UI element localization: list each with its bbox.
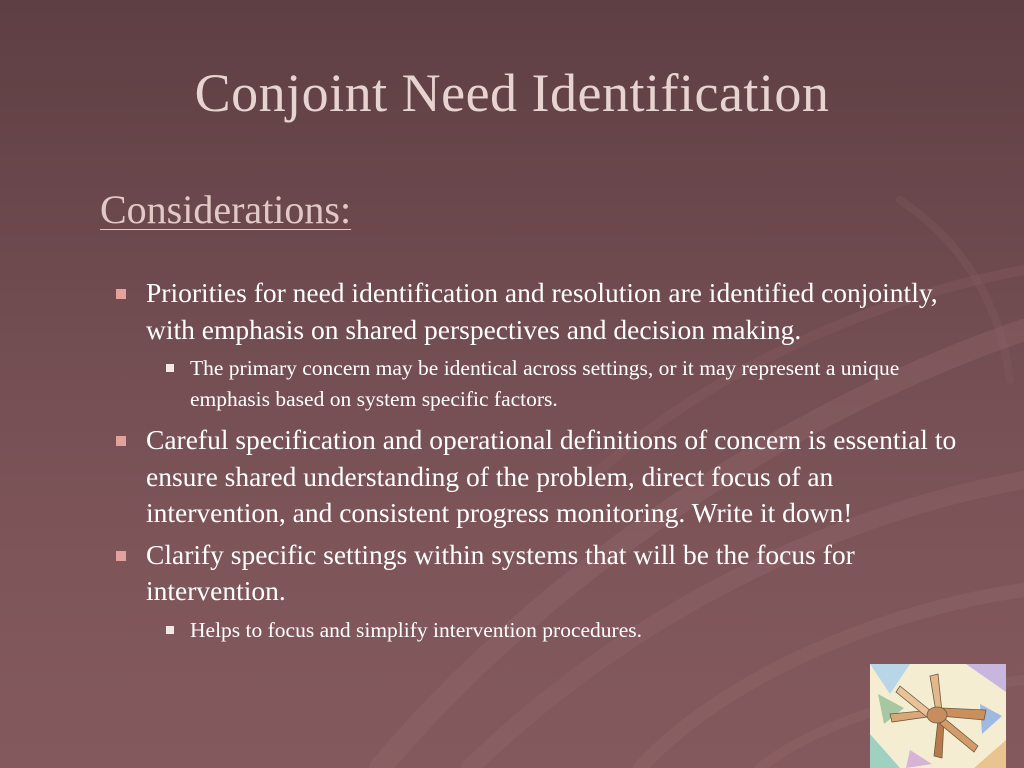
sub-bullet-item [156,353,972,415]
slide-title: Conjoint Need Identification [194,63,830,123]
slide-subtitle: Considerations: [100,187,352,232]
square-bullet-icon [116,289,126,299]
bullet-list [112,275,972,653]
joined-hands-clipart-icon [870,664,1006,768]
bullet-item [112,537,972,610]
sub-bullet-text: Helps to focus and simplify intervention procedures. [190,617,642,642]
bullet-item [112,275,972,348]
bullet-item [112,422,972,532]
square-bullet-icon [166,364,174,372]
square-bullet-icon [116,436,126,446]
square-bullet-icon [116,551,126,561]
bullet-text: Priorities for need identification and resolution are identified conjointly, with emphasis on shared perspectives and decision making. [146,277,938,345]
bullet-text: Careful specification and operational definitions of concern is essential to ensure shared understanding of the problem, direct focus of an intervention, and consistent progress monitoring. Write it down! [146,424,957,528]
sub-bullet-item [156,615,972,646]
square-bullet-icon [166,626,174,634]
bullet-text: Clarify specific settings within systems that will be the focus for intervention. [146,538,855,606]
sub-bullet-text: The primary concern may be identical across settings, or it may represent a unique emphasis based on system specific factors. [190,356,900,411]
